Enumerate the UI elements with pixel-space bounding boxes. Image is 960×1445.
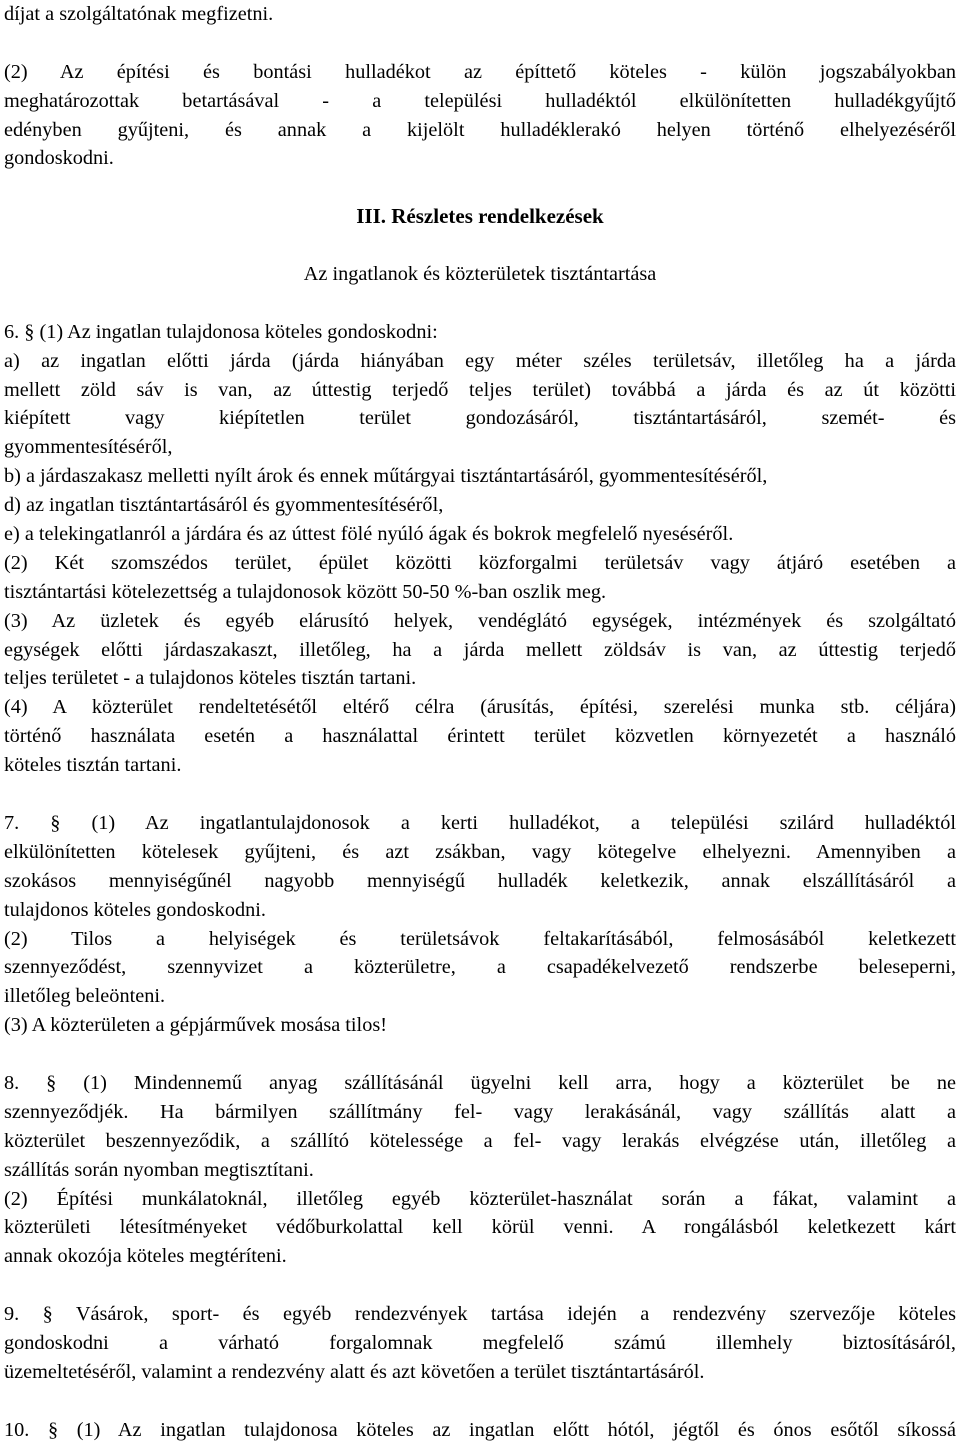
text-line: teljes területet - a tulajdonos köteles tisztán tartani. (4, 667, 417, 690)
paragraph-spacer (4, 1387, 956, 1416)
text-line: (3) Az üzletek és egyéb elárusító helyek, vendéglátó egységek, intézmények és szolgáltató (4, 609, 956, 632)
paragraph-spacer (4, 231, 956, 260)
text-line: díjat a szolgáltatónak megfizetni. (4, 3, 274, 25)
text-line: elkülönítetten kötelesek gyűjteni, és azt zsákban, vagy kötegelve elhelyezni. Amennyiben a (4, 840, 956, 863)
paragraph (4, 1069, 956, 1271)
text-line: (4) A közterület rendeltetésétől eltérő célra (árusítás, építési, szerelési munka stb. céljára) (4, 696, 956, 719)
paragraph (4, 318, 956, 780)
text-line: d) az ingatlan tisztántartásáról és gyommentesítéséről, (4, 494, 444, 517)
text-line: gyommentesítéséről, (4, 436, 173, 459)
text-line: edényben gyűjteni, és annak a kijelölt hulladéklerakó helyen történő elhelyezéséről (4, 118, 956, 141)
text-line: (2) Az építési és bontási hulladékot az építtető köteles - külön jogszabályokban (4, 60, 956, 83)
subsection-heading: Az ingatlanok és közterületek tisztántartása (303, 263, 657, 286)
text-line: 8. § (1) Mindennemű anyag szállításánál ügyelni kell arra, hogy a közterület be ne (4, 1071, 956, 1094)
section-heading: III. Részletes rendelkezések (356, 204, 604, 229)
text-line: b) a járdaszakasz melletti nyílt árok és ennek műtárgyai tisztántartásáról, gyommentesítéséről, (4, 465, 768, 488)
paragraph (4, 1300, 956, 1387)
text-line: gondoskodni a várható forgalomnak megfelelő számú illemhely biztosításáról, (4, 1331, 956, 1354)
text-line: (2) Tilos a helyiségek és területsávok feltakarításából, felmosásából keletkezett (4, 927, 956, 950)
text-line: kiépített vagy kiépítetlen terület gondozásáról, tisztántartásáról, szemét- és (4, 407, 956, 430)
paragraph-spacer (4, 1271, 956, 1300)
text-line: közterületi létesítményeket védőburkolattal kell körül venni. A rongálásból keletkezett kárt (4, 1216, 956, 1239)
paragraph-spacer (4, 780, 956, 809)
paragraph (4, 202, 956, 231)
text-line: illetőleg beleönteni. (4, 985, 166, 1008)
text-line: 6. § (1) Az ingatlan tulajdonosa köteles gondoskodni: (4, 320, 438, 343)
text-line: mellett zöld sáv is van, az úttestig terjedő teljes terület) továbbá a járda és az út közötti (4, 378, 956, 401)
text-line: szennyeződjék. Ha bármilyen szállítmány fel- vagy lerakásánál, vagy szállítás alatt a (4, 1100, 956, 1123)
text-line: gondoskodni. (4, 147, 114, 170)
paragraph (4, 0, 956, 29)
text-line: (2) Építési munkálatoknál, illetőleg egyéb közterület-használat során a fákat, valamint a (4, 1187, 956, 1210)
text-line: meghatározottak betartásával - a települési hulladéktól elkülönítetten hulladékgyűjtő (4, 89, 956, 112)
paragraph (4, 1416, 956, 1445)
text-line: szállítás során nyomban megtisztítani. (4, 1158, 314, 1181)
text-line: közterület beszennyeződik, a szállító kötelessége a fel- vagy lerakás elvégzése után, illetőleg a (4, 1129, 956, 1152)
text-line: 10. § (1) Az ingatlan tulajdonosa köteles az ingatlan előtt hótól, jégtől és ónos esőtől síkossá (4, 1418, 956, 1441)
text-line: e) a telekingatlanról a járdára és az úttest fölé nyúló ágak és bokrok megfelelő nyeséséről. (4, 523, 734, 546)
text-line: szokásos mennyiségűnél nagyobb mennyiségű hulladék keletkezik, annak elszállításáról a (4, 869, 956, 892)
text-line: tisztántartási kötelezettség a tulajdonosok között 50-50 %-ban oszlik meg. (4, 580, 607, 603)
text-line: egységek előtti járdaszakaszt, illetőleg, ha a járda mellett zöldsáv is van, az úttestig terjedő (4, 638, 956, 661)
text-line: a) az ingatlan előtti járda (járda hiányában egy méter széles területsáv, illetőleg ha a járda (4, 349, 956, 372)
paragraph-spacer (4, 1040, 956, 1069)
text-line: (2) Két szomszédos terület, épület közötti közforgalmi területsáv vagy átjáró esetében a (4, 551, 956, 574)
paragraph-spacer (4, 29, 956, 58)
text-line: történő használata esetén a használattal érintett terület közvetlen környezetét a használó (4, 725, 956, 748)
document-page (4, 0, 956, 1445)
text-line: 7. § (1) Az ingatlantulajdonosok a kerti hulladékot, a települési szilárd hulladéktól (4, 811, 956, 834)
text-line: szennyeződést, szennyvizet a közterületre, a csapadékelvezető rendszerbe beleseperni, (4, 956, 956, 979)
text-line: üzemeltetéséről, valamint a rendezvény alatt és azt követően a terület tisztántartásáról. (4, 1360, 705, 1383)
text-line: 9. § Vásárok, sport- és egyéb rendezvények tartása idején a rendezvény szervezője köteles (4, 1303, 956, 1326)
paragraph-spacer (4, 289, 956, 318)
text-line: annak okozója köteles megtéríteni. (4, 1245, 287, 1268)
paragraph (4, 809, 956, 1040)
paragraph (4, 58, 956, 174)
paragraph-spacer (4, 173, 956, 202)
text-line: (3) A közterületen a gépjárművek mosása tilos! (4, 1014, 387, 1037)
paragraph (4, 260, 956, 289)
text-line: köteles tisztán tartani. (4, 754, 182, 777)
text-line: tulajdonos köteles gondoskodni. (4, 898, 266, 921)
